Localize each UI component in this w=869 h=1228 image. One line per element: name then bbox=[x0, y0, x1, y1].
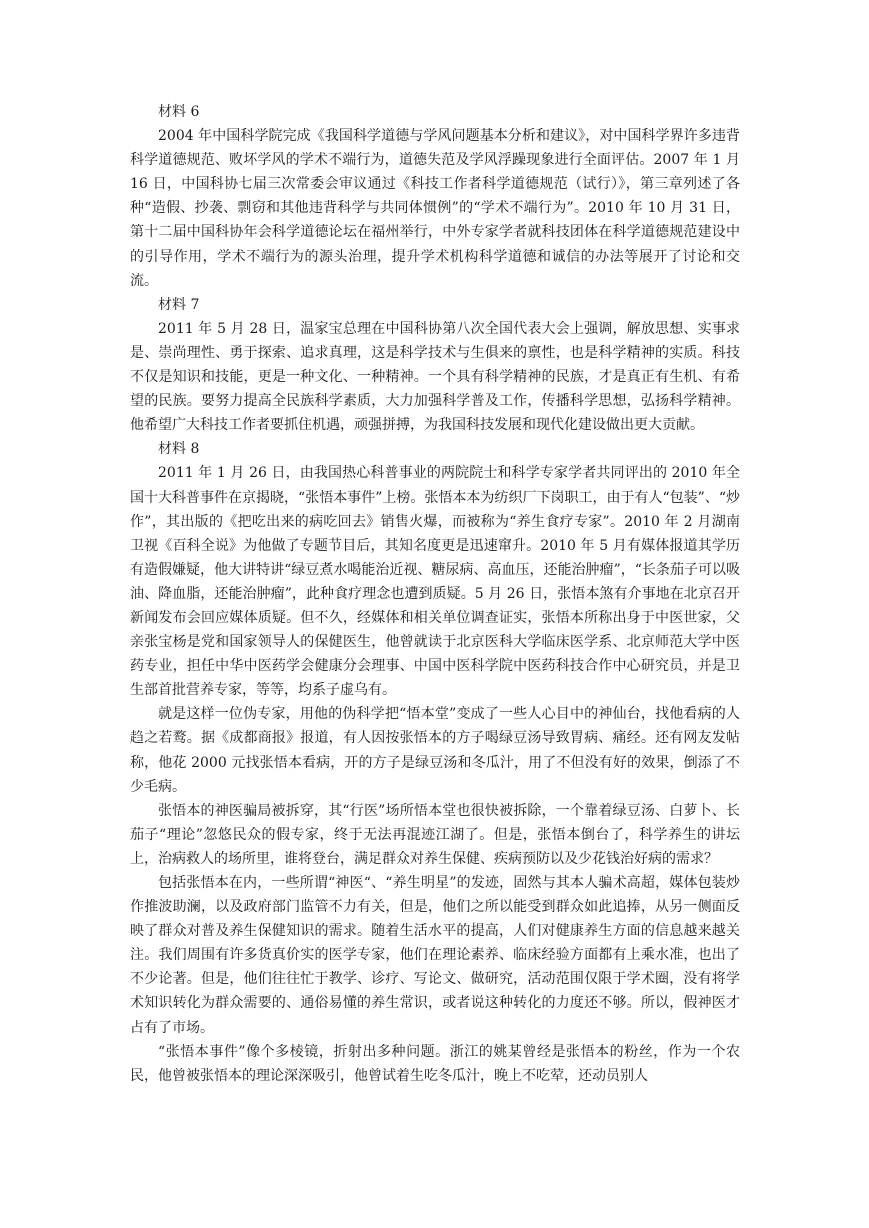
section-6-paragraph-1: 2004 年中国科学院完成《我国科学道德与学风问题基本分析和建议》，对中国科学界许多违背科学道德规范、败坏学风的学术不端行为，道德失范及学风浮躁现象进行全面评估。2007 年 1 月 16 日，中国科协七届三次常委会审议通过《科技工作者科学道德规范（试行）》，第三章列述了各种“造假、抄袭、剽窃和其他违背科学与共同体惯例”的“学术不端行为”。2010 年 10 月 31 日，第十二届中国科协年会科学道德论坛在福州举行，中外专家学者就科技团体在科学道德规范建设中的引导作用，学术不端行为的源头治理，提升学术机构科学道德和诚信的办法等展开了讨论和交流。 bbox=[130, 128, 740, 289]
section-8-paragraph-4: 包括张悟本在内，一些所谓“神医“、“养生明星”的发迹，固然与其本人骗术高超，媒体包装炒作推波助澜，以及政府部门监管不力有关，但是，他们之所以能受到群众如此追捧，从另一侧面反映了群众对普及养生保健知识的需求。随着生活水平的提高，人们对健康养生方面的信息越来越关注。我们周围有许多货真价实的医学专家，他们在理论素养、临床经验方面都有上乘水准，也出了不少论著。但是，他们往往忙于教学、诊疗、写论文、做研究，活动范围仅限于学术圈，没有将学术知识转化为群众需要的、通俗易懂的养生常识，或者说这种转化的力度还不够。所以，假神医才占有了市场。 bbox=[130, 875, 740, 1036]
document-page bbox=[130, 100, 740, 1088]
section-8-paragraph-3: 张悟本的神医骗局被拆穿，其“行医”场所悟本堂也很快被拆除，一个靠着绿豆汤、白萝卜、长茄子“理论”忽悠民众的假专家，终于无法再混迹江湖了。但是，张悟本倒台了，科学养生的讲坛上，治病救人的场所里，谁将登台，满足群众对养生保健、疾病预防以及少花钱治好病的需求？ bbox=[130, 802, 740, 867]
section-heading-6: 材料 6 bbox=[158, 104, 200, 120]
section-8-paragraph-2: 就是这样一位伪专家，用他的伪科学把“悟本堂”变成了一些人心目中的神仙台，找他看病的人趋之若鹜。据《成都商报》报道，有人因按张悟本的方子喝绿豆汤导致胃病、痛经。还有网友发帖称，他花 2000 元找张悟本看病，开的方子是绿豆汤和冬瓜汁，用了不但没有好的效果，倒添了不少毛病。 bbox=[130, 706, 740, 795]
section-8-paragraph-1: 2011 年 1 月 26 日，由我国热心科普事业的两院院士和科学专家学者共同评出的 2010 年全国十大科普事件在京揭晓，“张悟本事件”上榜。张悟本本为纺织厂下岗职工，由于有人“包装”、“炒作”，其出版的《把吃出来的病吃回去》销售火爆，而被称为“养生食疗专家”。2010 年 2 月湖南卫视《百科全说》为他做了专题节目后，其知名度更是迅速窜升。2010 年 5 月有媒体报道其学历有造假嫌疑，他大讲特讲“绿豆煮水喝能治近视、糖尿病、高血压，还能治肿瘤”，“长条茄子可以吸油、降血脂，还能治肿瘤”，此种食疗理念也遭到质疑。5 月 26 日，张悟本煞有介事地在北京召开新闻发布会回应媒体质疑。但不久，经媒体和相关单位调查证实，张悟本所称出身于中医世家，父亲张宝杨是党和国家领导人的保健医生，他曾就读于北京医科大学临床医学系、北京师范大学中医药专业，担任中华中医药学会健康分会理事、中国中医科学院中医药科技合作中心研究员，并是卫生部首批营养专家，等等，均系子虚乌有。 bbox=[130, 465, 740, 699]
section-heading-7: 材料 7 bbox=[158, 296, 200, 313]
section-heading-8: 材料 8 bbox=[158, 441, 200, 458]
section-8-paragraph-5: “张悟本事件”像个多棱镜，折射出多种问题。浙江的姚某曾经是张悟本的粉丝，作为一个农民，他曾被张悟本的理论深深吸引，他曾试着生吃冬瓜汁，晚上不吃荤，还动员别人 bbox=[130, 1043, 740, 1084]
section-7-paragraph-1: 2011 年 5 月 28 日，温家宝总理在中国科协第八次全国代表大会上强调，解放思想、实事求是、崇尚理性、勇于探索、追求真理，这是科学技术与生俱来的禀性，也是科学精神的实质。科技不仅是知识和技能，更是一种文化、一种精神。一个具有科学精神的民族，才是真正有生机、有希望的民族。要努力提高全民族科学素质，大力加强科学普及工作，传播科学思想，弘扬科学精神。他希望广大科技工作者要抓住机遇，顽强拼搏，为我国科技发展和现代化建设做出更大贡献。 bbox=[130, 320, 740, 434]
